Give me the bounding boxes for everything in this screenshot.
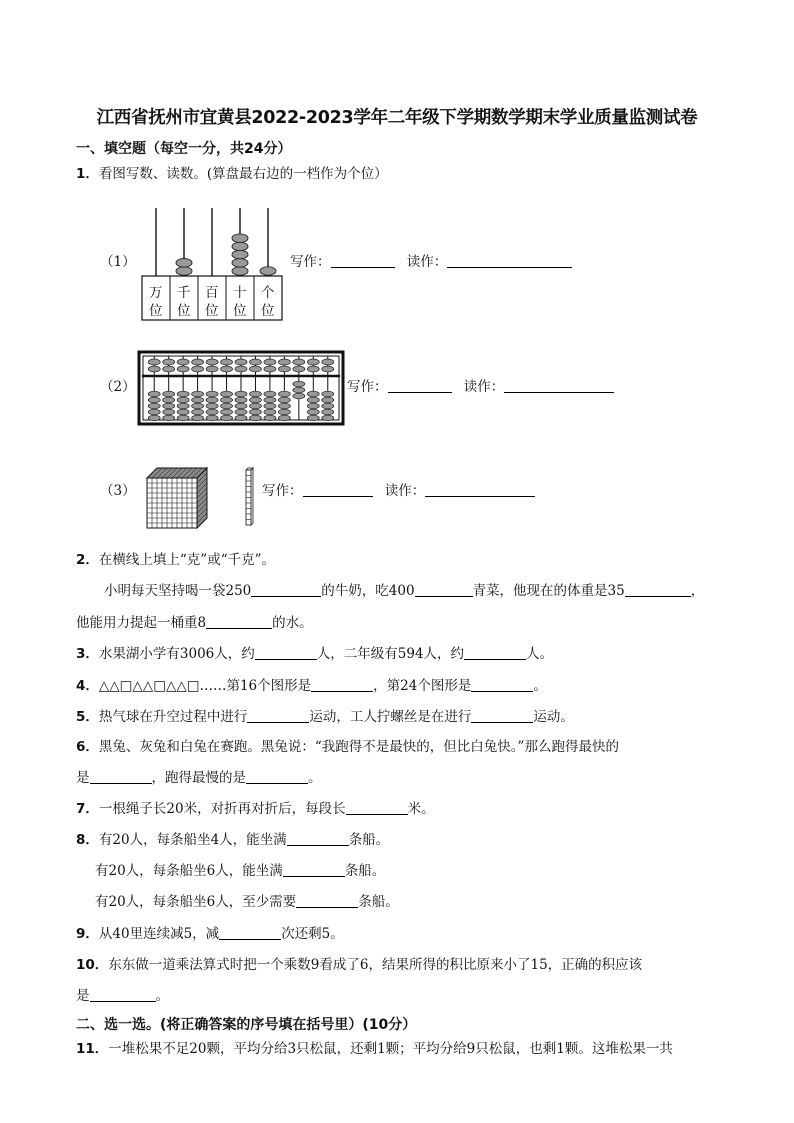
sub-3-answer-line bbox=[262, 482, 535, 500]
question-text: 在横线上填上“克”或“千克”。 bbox=[98, 552, 276, 568]
text: 运动。 bbox=[533, 709, 574, 725]
text: 热气球在升空过程中进行 bbox=[98, 709, 248, 725]
text: 是 bbox=[76, 988, 90, 1004]
text: 。 bbox=[308, 770, 322, 786]
text: 有20人，每条船坐4人，能坐满 bbox=[98, 832, 287, 848]
answer-blank[interactable] bbox=[471, 677, 533, 692]
place-label-top: 千 bbox=[177, 285, 191, 301]
text: 的水。 bbox=[272, 615, 313, 631]
question-7 bbox=[76, 800, 435, 818]
text: 条船。 bbox=[344, 863, 386, 879]
text: 有20人，每条船坐6人，至少需要 bbox=[95, 894, 297, 910]
answer-blank[interactable] bbox=[247, 708, 309, 723]
text: 一堆松果不足20颗，平均分给3只松鼠，还剩1颗；平均分给9只松鼠，也剩1颗。这堆松果一共 bbox=[108, 1041, 673, 1057]
text: 。 bbox=[533, 678, 547, 694]
question-2-line-2 bbox=[76, 614, 313, 632]
answer-blank[interactable] bbox=[296, 893, 358, 908]
answer-blank[interactable] bbox=[625, 582, 691, 597]
text: ， bbox=[690, 583, 705, 599]
question-8-line-3 bbox=[95, 893, 399, 911]
place-label-top: 万 bbox=[149, 285, 163, 301]
question-number: 4． bbox=[76, 678, 99, 694]
text: 条船。 bbox=[358, 894, 399, 910]
text: 人，二年级有594人，约 bbox=[316, 646, 465, 662]
page-title: 江西省抚州市宜黄县2022-2023学年二年级下学期数学期末学业质量监测试卷 bbox=[96, 108, 698, 128]
question-8-line-1 bbox=[76, 831, 389, 849]
text: 条船。 bbox=[348, 832, 390, 848]
text: 有20人，每条船坐6人，能坐满 bbox=[95, 863, 283, 879]
answer-blank[interactable] bbox=[246, 769, 308, 784]
question-10-line-1 bbox=[76, 956, 642, 974]
sub-label-2: （2） bbox=[100, 379, 136, 395]
sub-label-3: （3） bbox=[100, 483, 136, 499]
text: 米。 bbox=[407, 801, 435, 817]
answer-blank[interactable] bbox=[219, 925, 281, 940]
text: 次还剩5。 bbox=[281, 926, 344, 942]
question-number: 6． bbox=[76, 739, 99, 755]
text: 是 bbox=[76, 770, 90, 786]
text: △△□△△□△△□……第16个图形是 bbox=[98, 678, 312, 694]
text: 青菜，他现在的体重是35 bbox=[472, 583, 625, 599]
question-number: 5． bbox=[76, 709, 99, 725]
answer-blank[interactable] bbox=[255, 645, 317, 660]
answer-blank[interactable] bbox=[283, 862, 345, 877]
question-2-line-1 bbox=[104, 582, 704, 600]
section-1-heading: 一、填空题（每空一分，共24分） bbox=[76, 141, 292, 157]
section-2-heading: 二、选一选。(将正确答案的序号填在括号里）(10分） bbox=[76, 1017, 417, 1033]
write-blank[interactable] bbox=[303, 482, 373, 497]
question-8-line-2 bbox=[95, 862, 385, 880]
text: 。 bbox=[155, 988, 169, 1004]
write-label: 写作： bbox=[347, 379, 388, 395]
text: 人。 bbox=[526, 646, 554, 662]
question-number: 10． bbox=[76, 957, 109, 973]
answer-blank[interactable] bbox=[206, 614, 272, 629]
answer-blank[interactable] bbox=[311, 677, 373, 692]
question-number: 7． bbox=[76, 801, 99, 817]
question-6-line-2 bbox=[76, 769, 322, 787]
place-label-top: 百 bbox=[205, 285, 219, 301]
answer-blank[interactable] bbox=[251, 582, 321, 597]
answer-blank[interactable] bbox=[471, 708, 533, 723]
text: 的牛奶，吃400 bbox=[321, 583, 415, 599]
place-label-bottom: 位 bbox=[205, 303, 219, 319]
text: 运动，工人拧螺丝是在进行 bbox=[309, 709, 472, 725]
place-label-bottom: 位 bbox=[233, 303, 247, 319]
place-label-bottom: 位 bbox=[177, 303, 191, 319]
text: ，第24个图形是 bbox=[373, 678, 472, 694]
text: 小明每天坚持喝一袋250 bbox=[104, 583, 252, 599]
answer-blank[interactable] bbox=[90, 987, 156, 1002]
question-number: 1． bbox=[76, 166, 99, 182]
question-number: 9． bbox=[76, 926, 99, 942]
answer-blank[interactable] bbox=[90, 769, 152, 784]
answer-blank[interactable] bbox=[287, 831, 349, 846]
question-number: 8． bbox=[76, 832, 99, 848]
answer-blank[interactable] bbox=[415, 582, 473, 597]
text: 东东做一道乘法算式时把一个乘数9看成了6，结果所得的积比原来小了15，正确的积应该 bbox=[108, 957, 643, 973]
text: 他能用力提起一桶重8 bbox=[76, 615, 207, 631]
read-label: 读作： bbox=[463, 379, 505, 395]
question-text: 看图写数、读数。(算盘最右边的一档作为个位） bbox=[98, 166, 388, 182]
write-label: 写作： bbox=[262, 483, 303, 499]
question-9 bbox=[76, 925, 344, 943]
write-label: 写作： bbox=[290, 254, 331, 270]
answer-blank[interactable] bbox=[346, 800, 408, 815]
place-label-top: 个 bbox=[261, 285, 275, 301]
text: 黑兔、灰兔和白兔在赛跑。黑兔说：“我跑得不是最快的，但比白兔快。”那么跑得最快的 bbox=[98, 739, 619, 755]
read-blank[interactable] bbox=[425, 482, 535, 497]
question-3 bbox=[76, 645, 553, 663]
question-6-line-1 bbox=[76, 738, 619, 756]
read-label: 读作： bbox=[406, 254, 448, 270]
place-label-bottom: 位 bbox=[261, 303, 275, 319]
place-label-top: 十 bbox=[233, 285, 247, 301]
text: 从40里连续减5，减 bbox=[98, 926, 220, 942]
sub-label-1: （1） bbox=[100, 254, 136, 270]
question-2 bbox=[76, 551, 275, 569]
question-number: 3． bbox=[76, 646, 99, 662]
answer-blank[interactable] bbox=[464, 645, 526, 660]
question-number: 11． bbox=[76, 1041, 109, 1057]
place-label-bottom: 位 bbox=[149, 303, 163, 319]
text: 一根绳子长20米，对折再对折后，每段长 bbox=[98, 801, 346, 817]
question-10-line-2 bbox=[76, 987, 169, 1005]
question-11 bbox=[76, 1040, 673, 1058]
text: ，跑得最慢的是 bbox=[151, 770, 246, 786]
question-number: 2． bbox=[76, 552, 99, 568]
read-label: 读作： bbox=[384, 483, 426, 499]
question-4 bbox=[76, 677, 547, 695]
question-5 bbox=[76, 708, 574, 726]
text: 水果湖小学有3006人，约 bbox=[98, 646, 255, 662]
